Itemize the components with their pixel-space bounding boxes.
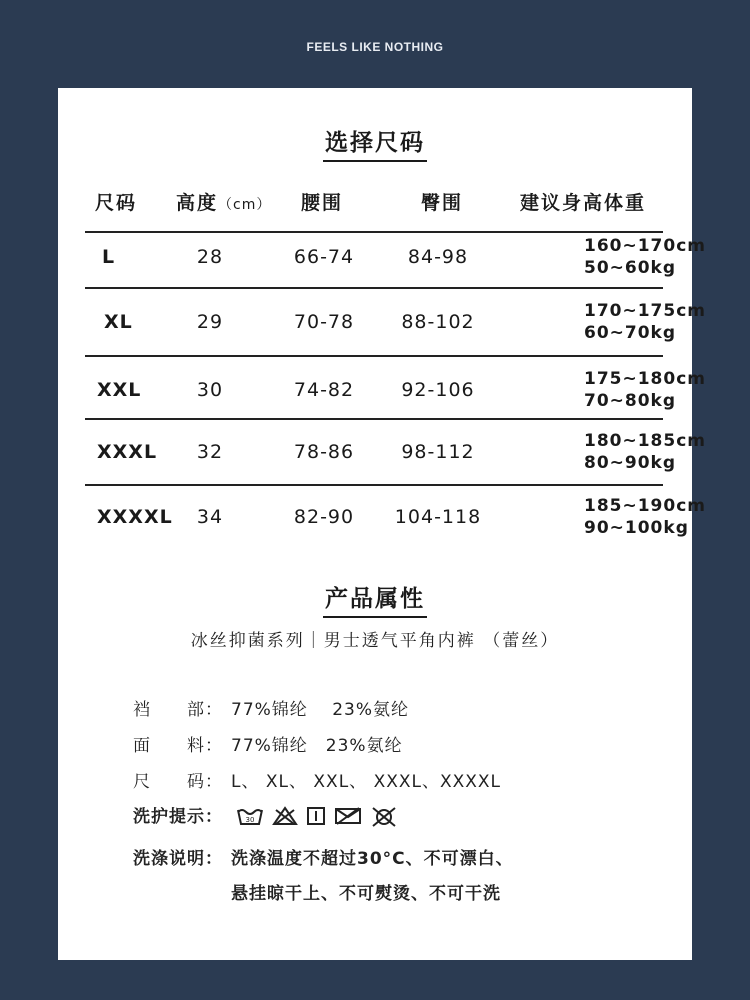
cell-size: XXXXL <box>97 506 173 528</box>
header-height: 高度（cm） <box>176 192 272 214</box>
svg-text:30: 30 <box>245 816 255 824</box>
cell-size: XXXL <box>97 441 158 463</box>
attr-wash-instructions: 洗涤说明： 洗涤温度不超过30°C、不可漂白、 <box>133 849 514 869</box>
table-divider <box>85 287 663 289</box>
header-hip: 臀围 <box>421 192 464 214</box>
attr-wash-instructions-cont: 悬挂晾干上、不可熨烫、不可干洗 <box>231 884 501 904</box>
table-divider <box>85 355 663 357</box>
size-section-title: 选择尺码 <box>58 124 692 162</box>
care-icons <box>236 806 398 828</box>
wash-30-icon <box>236 806 264 826</box>
cell-size: XL <box>104 311 133 333</box>
attr-sizes: 尺 码： L、 XL、 XXL、 XXXL、XXXXL <box>133 772 502 792</box>
table-divider <box>85 231 663 233</box>
header-recommend: 建议身高体重 <box>520 192 647 214</box>
table-divider <box>85 484 663 486</box>
no-iron-icon <box>334 806 362 826</box>
attr-fabric: 面 料： 77%锦纶 23%氨纶 <box>133 736 403 756</box>
cell-size: L <box>102 246 116 268</box>
size-chart-card: 选择尺码 尺码 高度（cm） 腰围 臀围 建议身高体重 L 28 66-74 84-98 160~170cm 50~60kg XL 29 70-78 88-102 170~175cm 60~70kg XXL 30 74-82 92-106 175~180cm 70~80kg XXXL 32 78-86 98-112 180~185cm 80~90kg XXXXL 34 82-90 104-118 185~190cm 90~100kg 产品属性 冰丝抑菌系列｜男士透气平角内裤 （蕾丝） 裆 部： 77%锦纶 23%氨纶 面 料： 77%锦纶 23%氨纶 尺 码： L、 XL、 XXL、 XXXL、XXXXL 洗护提示： 30 洗涤说明： 洗涤温度不超过30°C、不可漂白、 悬挂晾干上、不可熨烫、不可干洗 <box>58 88 692 960</box>
attributes-section-title: 产品属性 <box>58 580 692 618</box>
cell-size: XXL <box>97 379 142 401</box>
no-bleach-icon <box>272 806 298 826</box>
attr-crotch: 裆 部： 77%锦纶 23%氨纶 <box>133 700 409 720</box>
product-series-subtitle: 冰丝抑菌系列｜男士透气平角内裤 （蕾丝） <box>190 631 560 651</box>
no-dry-clean-icon <box>370 806 398 828</box>
header-waist: 腰围 <box>301 192 344 214</box>
tumble-dry-icon <box>306 806 326 826</box>
table-divider <box>85 418 663 420</box>
brand-banner: FEELS LIKE NOTHING <box>306 40 444 54</box>
header-size: 尺码 <box>95 192 138 214</box>
attr-care: 洗护提示： 30 <box>133 802 398 828</box>
